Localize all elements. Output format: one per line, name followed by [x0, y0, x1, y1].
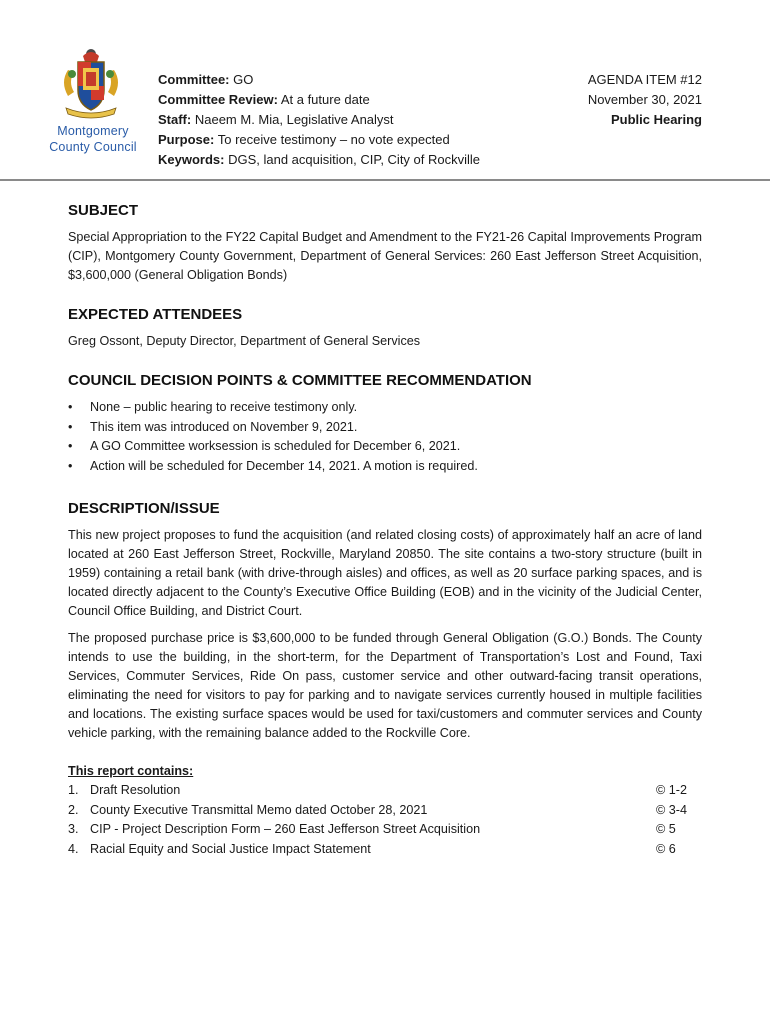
report-item-number: 2.	[68, 802, 79, 817]
staff-label: Staff:	[158, 112, 192, 127]
decision-bullet-text: None – public hearing to receive testimony only.	[90, 400, 358, 414]
decision-heading: COUNCIL DECISION POINTS & COMMITTEE RECOMMENDATION	[68, 372, 532, 389]
description-section	[68, 498, 702, 743]
committee-info	[158, 70, 480, 170]
review-value: At a future date	[280, 92, 370, 107]
report-contents	[68, 762, 702, 859]
report-row	[68, 801, 702, 821]
report-item-text: CIP - Project Description Form – 260 East Jefferson Street Acquisition	[90, 822, 481, 836]
bullet-icon: •	[68, 439, 73, 453]
purpose-row	[158, 130, 480, 150]
list-item	[68, 418, 702, 438]
keywords-label: Keywords:	[158, 152, 225, 167]
subject-text: Special Appropriation to the FY22 Capital Budget and Amendment to the FY21-26 Capital Improvements Program (CIP), Montgomery County Government, Department of General Services: 260 East Jefferson Street Acquisition, $3,600,000 (General Obligation Bonds)	[68, 230, 702, 282]
committee-label: Committee:	[158, 72, 230, 87]
document-body	[68, 200, 702, 859]
staff-value: Naeem M. Mia, Legislative Analyst	[194, 112, 394, 127]
report-item-text: Draft Resolution	[90, 783, 181, 797]
report-row	[68, 781, 702, 801]
council-name	[44, 123, 142, 155]
report-item-pages: © 6	[656, 841, 676, 856]
report-item-number: 1.	[68, 783, 79, 797]
report-item-pages: © 3-4	[656, 802, 687, 817]
description-paragraph: The proposed purchase price is $3,600,000 to be funded through General Obligation (G.O.) Bonds. The County intends to use the building, in the short-term, for the Department of Transportation’s Lost and Found, Taxi Services, Commuter Services, Ride On pass, customer service and other outward-facing transit operations, eliminating the need for visitors to pay for parking and to navigate services currently housed in multiple facilities and locations. The existing surface spaces would be used for taxi/customers and commuter services and County vehicle parking, with the remaining balance added to the Rockville Core.	[68, 631, 702, 740]
committee-value: GO	[233, 72, 254, 87]
decision-bullet-text: A GO Committee worksession is scheduled for December 6, 2021.	[90, 439, 461, 453]
decision-list	[68, 398, 702, 476]
report-item-number: 3.	[68, 822, 79, 836]
description-paragraph: This new project proposes to fund the acquisition (and related closing costs) of approximately half an acre of land located at 260 East Jefferson Street, Rockville, Maryland 20850. The site contains a two-story structure (built in 1959) containing a retail bank (with drive-through aisles) and offices, as well as 20 surface parking spaces, and is located directly adjacent to the County’s Executive Office Building (EOB) and in the vicinity of the Judicial Center, Council Office Building, and District Court.	[68, 528, 702, 618]
agenda-item: AGENDA ITEM #12	[587, 72, 702, 87]
report-item-pages: © 5	[656, 822, 676, 836]
subject-heading: SUBJECT	[68, 202, 139, 219]
decision-bullet-text: This item was introduced on November 9, 2021.	[90, 419, 358, 434]
bullet-icon: •	[68, 400, 73, 414]
subject-section	[68, 200, 702, 285]
keywords-value: DGS, land acquisition, CIP, City of Rockville	[228, 152, 481, 167]
report-item-text: County Executive Transmittal Memo dated October 28, 2021	[90, 802, 428, 817]
purpose-value: To receive testimony – no vote expected	[217, 132, 450, 147]
attendees-section	[68, 304, 702, 351]
document-header	[0, 0, 770, 182]
decision-section	[68, 370, 702, 476]
list-item	[68, 457, 702, 477]
report-item-number: 4.	[68, 841, 79, 856]
report-row	[68, 840, 702, 860]
list-item	[68, 437, 702, 457]
agenda-info	[588, 70, 702, 130]
report-item-pages: © 1-2	[656, 783, 687, 797]
council-name-line1: Montgomery	[57, 124, 129, 138]
keywords-row	[158, 150, 480, 170]
bullet-icon: •	[68, 419, 73, 434]
list-item	[68, 398, 702, 418]
purpose-label: Purpose:	[158, 132, 215, 147]
report-title: This report contains:	[68, 764, 194, 778]
report-item-text: Racial Equity and Social Justice Impact Statement	[90, 841, 371, 856]
staff-row	[158, 110, 480, 130]
county-seal-logo	[50, 42, 132, 124]
header-divider	[0, 179, 770, 181]
council-name-line2: County Council	[49, 140, 137, 154]
description-heading: DESCRIPTION/ISSUE	[68, 500, 220, 517]
bullet-icon: •	[68, 458, 73, 473]
committee-row	[158, 70, 480, 90]
agenda-date: November 30, 2021	[587, 92, 702, 107]
report-row	[68, 820, 702, 840]
review-row	[158, 90, 480, 110]
attendees-heading: EXPECTED ATTENDEES	[68, 306, 243, 323]
hearing-type: Public Hearing	[610, 112, 702, 127]
decision-bullet-text: Action will be scheduled for December 14, 2021. A motion is required.	[90, 458, 478, 473]
attendees-text: Greg Ossont, Deputy Director, Department of General Services	[68, 334, 421, 348]
review-label: Committee Review:	[158, 92, 278, 107]
